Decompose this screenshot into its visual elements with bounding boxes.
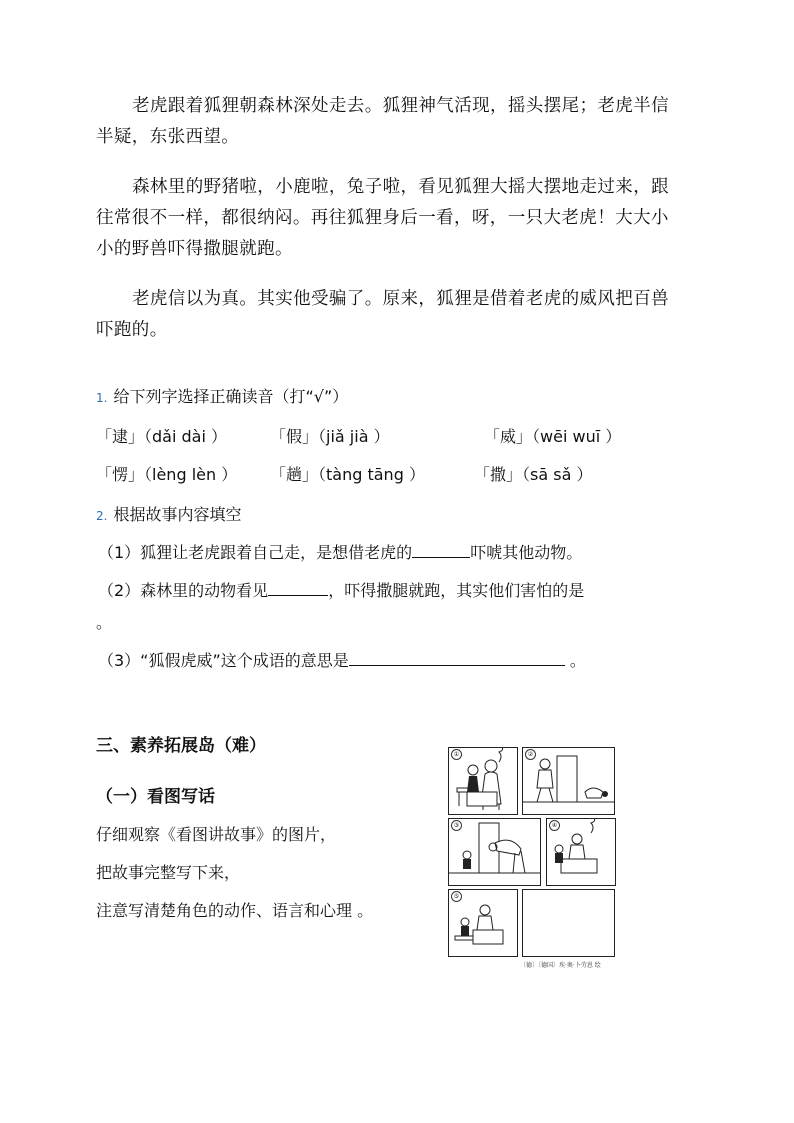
comic-panel-4 bbox=[546, 818, 616, 886]
panel-number: ⑤ bbox=[451, 891, 462, 902]
subsection-heading: （一）看图写话 bbox=[96, 787, 215, 807]
sentence-text: ，吓得撒腿就跑，其实他们害怕的是 bbox=[328, 581, 585, 600]
sentence-text: （2）森林里的动物看见 bbox=[98, 581, 269, 600]
char: 「威」 bbox=[484, 427, 533, 446]
section-heading: 三、素养拓展岛（难） bbox=[96, 736, 266, 756]
char: 「趟」 bbox=[270, 465, 319, 484]
illustration-father-walking bbox=[523, 748, 614, 814]
story-line: 老虎跟着狐狸朝森林深处走去。狐狸神气活现，摇头摆尾；老虎半信 bbox=[132, 96, 669, 116]
instruction-line: 注意写清楚角色的动作、语言和心理 。 bbox=[96, 901, 374, 920]
sentence-text: （1）狐狸让老虎跟着自己走，是想借老虎的 bbox=[98, 543, 413, 562]
comic-panel-1 bbox=[448, 747, 518, 815]
story-line: 往常很不一样，都很纳闷。再往狐狸身后一看，呀，一只大老虎！大大小 bbox=[96, 208, 669, 228]
story-line: 老虎信以为真。其实他受骗了。原来，狐狸是借着老虎的威风把百兽 bbox=[132, 289, 669, 309]
answer-blank[interactable] bbox=[268, 579, 328, 596]
story-paragraph-1 bbox=[96, 91, 696, 153]
question-title-text: 根据故事内容填空 bbox=[113, 505, 242, 524]
char: 「愣」 bbox=[96, 465, 145, 484]
comic-panel-5 bbox=[448, 889, 518, 957]
pinyin-options: （wēi wuī ） bbox=[532, 427, 622, 446]
fill-blank-3 bbox=[98, 648, 586, 671]
comic-panel-2 bbox=[522, 747, 615, 815]
panel-number: ② bbox=[525, 749, 536, 760]
pinyin-options: （jiǎ jià ） bbox=[318, 427, 390, 446]
fill-blank-2-end bbox=[96, 610, 112, 633]
sentence-text: 。 bbox=[96, 613, 113, 632]
illustration-child-at-table bbox=[449, 890, 517, 956]
pinyin-options: （tàng tāng ） bbox=[318, 465, 425, 484]
illustration-desk-scene bbox=[547, 819, 615, 885]
pinyin-options: （lèng lèn ） bbox=[144, 465, 238, 484]
comic-panel-6-empty bbox=[522, 889, 615, 957]
story-line: 小的野兽吓得撒腿就跑。 bbox=[96, 239, 293, 259]
instruction-line: 把故事完整写下来， bbox=[96, 863, 241, 882]
char: 「假」 bbox=[270, 427, 319, 446]
fill-blank-1 bbox=[98, 540, 582, 563]
illustration-father-smoking bbox=[449, 748, 517, 814]
question-1-title bbox=[96, 384, 348, 407]
story-line: 半疑，东张西望。 bbox=[96, 127, 240, 147]
comic-panel-3 bbox=[448, 818, 541, 886]
char: 「撒」 bbox=[474, 465, 523, 484]
fill-blank-2 bbox=[98, 578, 584, 601]
sentence-text: 吓唬其他动物。 bbox=[470, 543, 583, 562]
panel-number: ① bbox=[451, 749, 462, 760]
instruction-line: 仔细观察《看图讲故事》的图片， bbox=[96, 825, 337, 844]
answer-blank[interactable] bbox=[412, 541, 470, 558]
question-title-text: 给下列字选择正确读音（打“√”） bbox=[113, 387, 349, 406]
sentence-text: 。 bbox=[569, 651, 586, 670]
pinyin-options: （dǎi dài ） bbox=[144, 427, 228, 446]
pinyin-item-2 bbox=[270, 424, 390, 447]
question-2-title bbox=[96, 502, 241, 525]
story-paragraph-3 bbox=[96, 284, 696, 346]
pinyin-item-3 bbox=[484, 424, 621, 447]
story-paragraph-2 bbox=[96, 172, 696, 265]
illustration-father-bending bbox=[449, 819, 540, 885]
story-line: 吓跑的。 bbox=[96, 320, 168, 340]
question-number: 1. bbox=[96, 391, 108, 405]
panel-number: ④ bbox=[549, 820, 560, 831]
comic-credit: 〔德〕〔德国〕埃·奥·卜劳恩 绘 bbox=[520, 962, 601, 969]
pinyin-item-4 bbox=[96, 462, 237, 485]
pinyin-item-6 bbox=[474, 462, 592, 485]
story-line: 森林里的野猪啦，小鹿啦，兔子啦，看见狐狸大摇大摆地走过来，跟 bbox=[132, 177, 669, 197]
pinyin-item-1 bbox=[96, 424, 227, 447]
question-number: 2. bbox=[96, 509, 108, 523]
sentence-text: （3）“狐假虎威”这个成语的意思是 bbox=[98, 651, 349, 670]
char: 「逮」 bbox=[96, 427, 145, 446]
panel-number: ③ bbox=[451, 820, 462, 831]
pinyin-options: （sā sǎ ） bbox=[522, 465, 593, 484]
answer-blank[interactable] bbox=[349, 649, 565, 666]
pinyin-item-5 bbox=[270, 462, 425, 485]
